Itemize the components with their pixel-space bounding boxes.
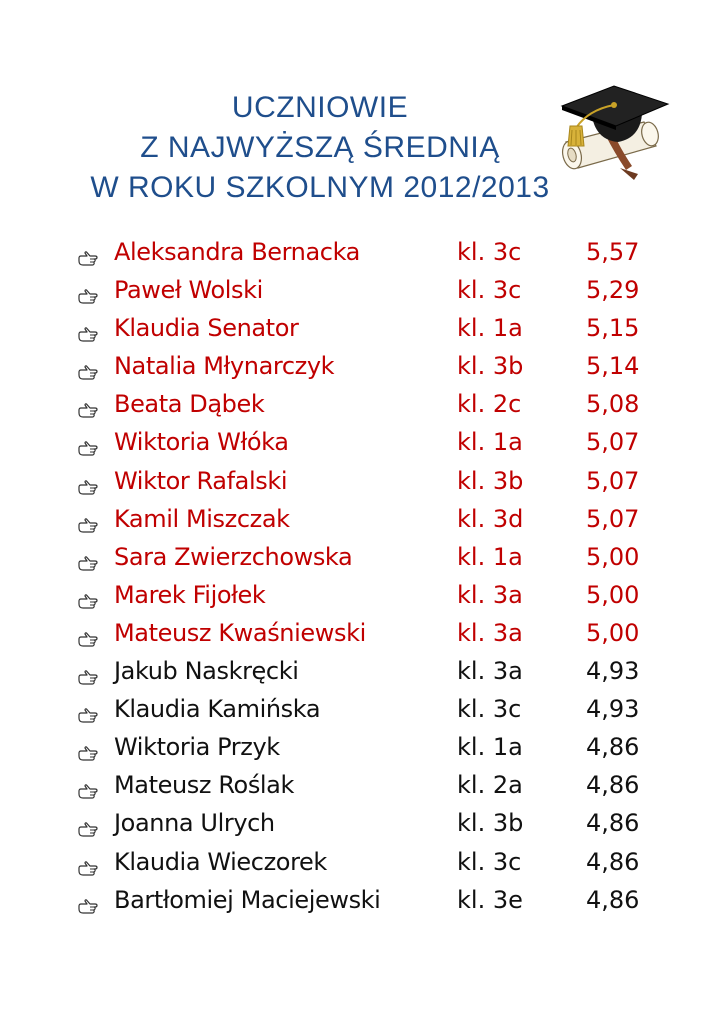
student-class: kl. 2c — [457, 390, 522, 419]
student-name: Jakub Naskręcki — [114, 657, 299, 686]
title-line-1: UCZNIOWIE — [231, 91, 409, 124]
pointing-hand-icon — [78, 359, 98, 375]
student-average: 5,00 — [586, 542, 640, 571]
list-item — [0, 768, 725, 806]
list-item — [0, 806, 725, 844]
student-class: kl. 1a — [457, 733, 523, 762]
student-class: kl. 3d — [457, 504, 524, 533]
student-name: Marek Fijołek — [114, 580, 266, 609]
student-class: kl. 3b — [457, 466, 524, 495]
student-class: kl. 3b — [457, 809, 524, 838]
student-name: Wiktor Rafalski — [114, 466, 288, 495]
pointing-hand-icon — [78, 893, 98, 909]
pointing-hand-icon — [78, 283, 98, 299]
student-name: Kamil Miszczak — [114, 504, 290, 533]
student-class: kl. 1a — [457, 428, 523, 457]
student-average: 5,57 — [586, 238, 640, 266]
student-average: 5,14 — [586, 352, 640, 381]
list-item — [0, 616, 725, 654]
title-line-2: Z NAJWYŻSZĄ ŚREDNIĄ — [140, 131, 500, 164]
list-item — [0, 235, 725, 273]
student-average: 4,86 — [586, 885, 640, 914]
student-average: 5,07 — [586, 428, 640, 457]
list-item — [0, 730, 725, 768]
list-item — [0, 692, 725, 730]
student-average: 5,07 — [586, 504, 640, 533]
pointing-hand-icon — [78, 626, 98, 642]
student-average: 5,00 — [586, 618, 640, 647]
student-average: 4,86 — [586, 847, 640, 876]
student-class: kl. 3c — [457, 276, 522, 305]
student-name: Beata Dąbek — [114, 390, 265, 419]
list-item — [0, 654, 725, 692]
list-item — [0, 425, 725, 463]
list-item — [0, 502, 725, 540]
student-class: kl. 2a — [457, 771, 523, 800]
pointing-hand-icon — [78, 816, 98, 832]
list-item — [0, 578, 725, 616]
pointing-hand-icon — [78, 855, 98, 871]
pointing-hand-icon — [78, 550, 98, 566]
student-average: 5,00 — [586, 580, 640, 609]
pointing-hand-icon — [78, 474, 98, 490]
student-name: Aleksandra Bernacka — [114, 238, 360, 266]
graduation-cap-icon — [548, 80, 673, 185]
pointing-hand-icon — [78, 664, 98, 680]
student-class: kl. 3a — [457, 657, 523, 686]
student-class: kl. 3c — [457, 238, 522, 266]
pointing-hand-icon — [78, 702, 98, 718]
student-class: kl. 3a — [457, 618, 523, 647]
title-line-3: W ROKU SZKOLNYM 2012/2013 — [90, 171, 550, 204]
page-title — [40, 88, 600, 208]
student-average: 4,93 — [586, 657, 640, 686]
student-class: kl. 3e — [457, 885, 523, 914]
pointing-hand-icon — [78, 397, 98, 413]
pointing-hand-icon — [78, 321, 98, 337]
student-class: kl. 3c — [457, 847, 522, 876]
list-item — [0, 273, 725, 311]
list-item — [0, 349, 725, 387]
student-name: Mateusz Kwaśniewski — [114, 618, 366, 647]
pointing-hand-icon — [78, 435, 98, 451]
student-average: 5,08 — [586, 390, 640, 419]
list-item — [0, 845, 725, 883]
list-item — [0, 540, 725, 578]
pointing-hand-icon — [78, 588, 98, 604]
student-name: Paweł Wolski — [114, 276, 263, 305]
student-class: kl. 3b — [457, 352, 524, 381]
student-average: 5,07 — [586, 466, 640, 495]
pointing-hand-icon — [78, 778, 98, 794]
student-class: kl. 3c — [457, 695, 522, 724]
student-average: 4,86 — [586, 771, 640, 800]
student-name: Bartłomiej Maciejewski — [114, 885, 381, 914]
student-name: Klaudia Kamińska — [114, 695, 321, 724]
list-item — [0, 387, 725, 425]
list-item — [0, 464, 725, 502]
pointing-hand-icon — [78, 245, 98, 261]
student-name: Wiktoria Przyk — [114, 733, 280, 762]
student-average: 4,86 — [586, 733, 640, 762]
student-list — [0, 235, 725, 921]
student-name: Mateusz Roślak — [114, 771, 294, 800]
pointing-hand-icon — [78, 740, 98, 756]
list-item — [0, 311, 725, 349]
student-name: Klaudia Senator — [114, 314, 299, 343]
student-class: kl. 1a — [457, 542, 523, 571]
student-name: Sara Zwierzchowska — [114, 542, 353, 571]
student-name: Wiktoria Włóka — [114, 428, 289, 457]
pointing-hand-icon — [78, 512, 98, 528]
student-name: Joanna Ulrych — [114, 809, 275, 838]
student-average: 5,29 — [586, 276, 640, 305]
student-average: 4,93 — [586, 695, 640, 724]
student-name: Natalia Młynarczyk — [114, 352, 335, 381]
student-class: kl. 1a — [457, 314, 523, 343]
student-average: 4,86 — [586, 809, 640, 838]
student-class: kl. 3a — [457, 580, 523, 609]
student-average: 5,15 — [586, 314, 640, 343]
list-item — [0, 883, 725, 921]
student-name: Klaudia Wieczorek — [114, 847, 327, 876]
